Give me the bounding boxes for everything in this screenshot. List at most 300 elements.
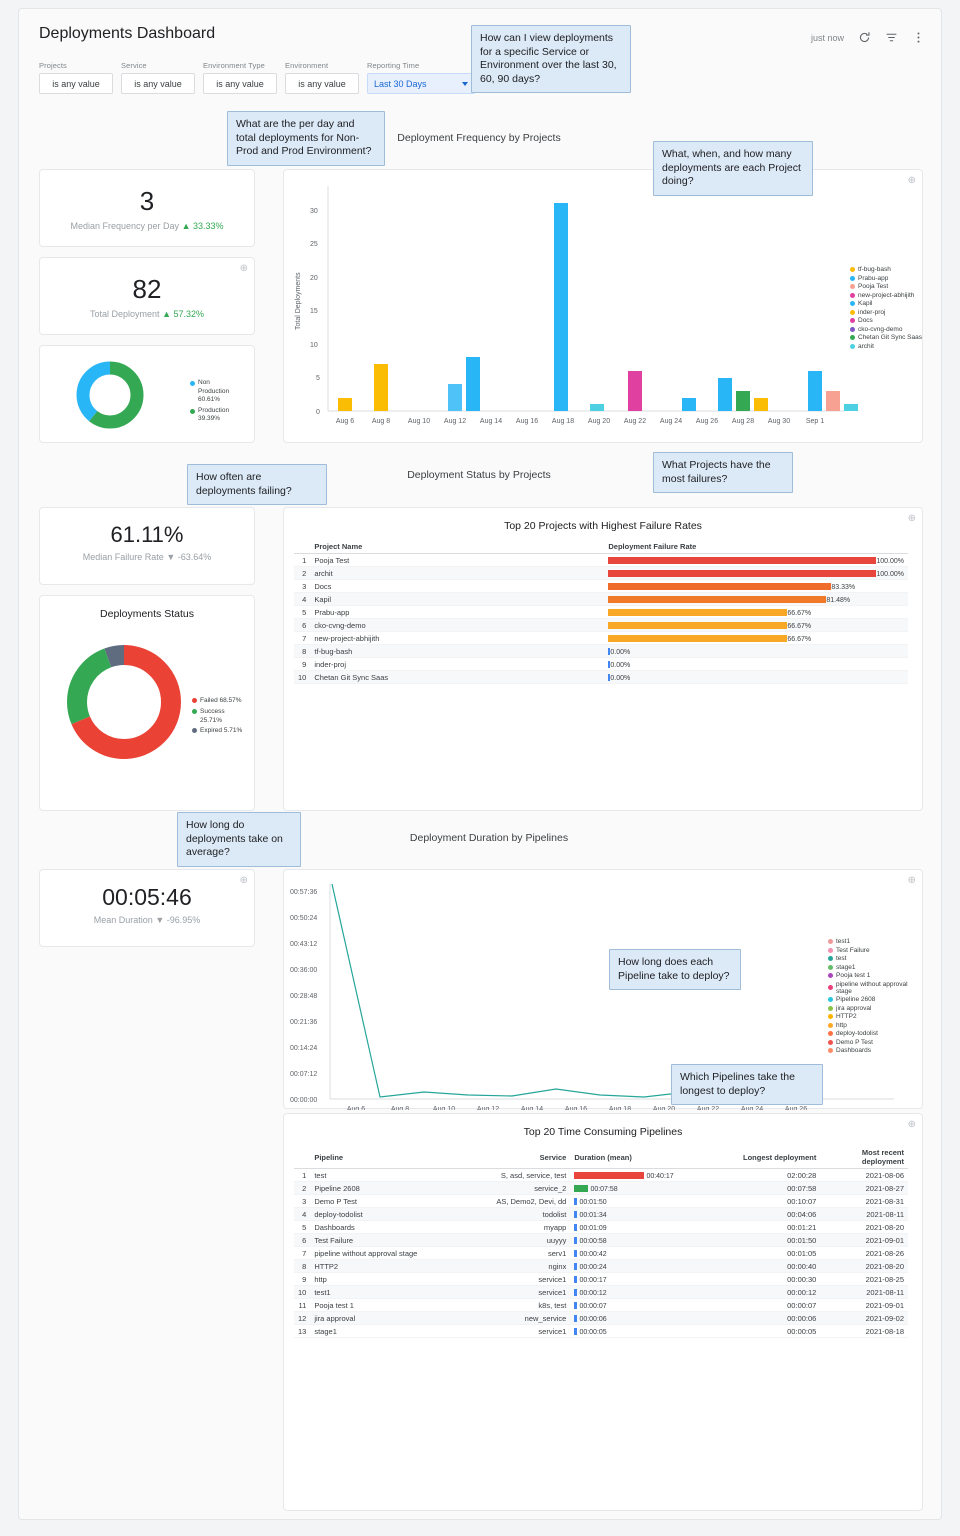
more-options-icon[interactable]: ⊕	[239, 875, 248, 886]
legend-label: inder-proj	[858, 308, 886, 316]
legend-item	[828, 1047, 922, 1054]
svg-text:Aug 22: Aug 22	[696, 1106, 720, 1110]
table-header-row	[294, 540, 908, 554]
filter-environment-type-label: Environment Type	[203, 61, 265, 70]
filter-service-label: Service	[121, 61, 147, 70]
cell-duration	[570, 1286, 700, 1299]
legend-item	[850, 326, 922, 333]
cell-recent: 2021-09-01	[820, 1234, 908, 1247]
row-index: 8	[294, 645, 310, 658]
legend-label: tf-bug-bash	[858, 266, 891, 273]
cell-duration-value: 00:00:17	[579, 1276, 607, 1284]
row-index: 9	[294, 658, 310, 671]
legend-item	[828, 1022, 922, 1029]
svg-text:00:43:12: 00:43:12	[290, 941, 318, 948]
cell-failure-pct: 0.00%	[610, 674, 631, 682]
filter-reporting-time-label: Reporting Time	[367, 61, 420, 70]
cell-duration-value: 00:00:12	[579, 1289, 607, 1297]
svg-text:00:28:48: 00:28:48	[290, 993, 318, 1000]
legend-item	[828, 1005, 922, 1012]
svg-text:00:50:24: 00:50:24	[290, 915, 318, 922]
col-most-recent-deployment[interactable]: Most recent deployment	[820, 1146, 908, 1169]
row-index: 1	[294, 1169, 310, 1182]
legend-dot-icon	[192, 709, 197, 714]
legend-item-expired	[192, 726, 242, 735]
table-row[interactable]	[294, 1234, 908, 1247]
cell-failure-rate	[604, 645, 908, 658]
legend-item	[850, 266, 922, 273]
cell-longest: 00:01:05	[700, 1247, 820, 1260]
svg-text:00:57:36: 00:57:36	[290, 889, 318, 896]
pipelines-table-title: Top 20 Time Consuming Pipelines	[523, 1126, 683, 1138]
filter-environment-type[interactable]	[203, 61, 277, 94]
table-row[interactable]	[294, 1169, 908, 1182]
cell-failure-rate	[604, 606, 908, 619]
svg-text:Aug 16: Aug 16	[564, 1106, 588, 1110]
kpi-mean-duration	[39, 869, 255, 947]
col-service[interactable]: Service	[440, 1146, 570, 1169]
cell-duration	[570, 1299, 700, 1312]
refresh-icon[interactable]	[858, 31, 871, 44]
cell-service: uuyyy	[440, 1234, 570, 1247]
row-index: 7	[294, 632, 310, 645]
pipelines-table-body	[294, 1169, 908, 1338]
svg-text:Aug 14: Aug 14	[520, 1106, 544, 1110]
chart-options-icon[interactable]: ⊕	[907, 513, 916, 524]
legend-label-success: Success 25.71%	[200, 707, 225, 724]
table-row[interactable]	[294, 567, 908, 580]
cell-duration-value: 00:01:50	[579, 1198, 607, 1206]
header-actions	[811, 31, 925, 44]
cell-failure-rate	[604, 567, 908, 580]
legend-label: Chetan Git Sync Saas	[858, 334, 922, 341]
callout-project-deployments: What, when, and how many deployments are each Project doing?	[653, 141, 813, 196]
cell-recent: 2021-08-18	[820, 1325, 908, 1338]
environment-type-legend	[190, 379, 229, 425]
section-title-status: Deployment Status by Projects	[407, 469, 551, 481]
cell-pipeline: Demo P Test	[310, 1195, 440, 1208]
cell-duration	[570, 1234, 700, 1247]
kpi-mean-duration-label-text: Mean Duration	[93, 915, 153, 925]
legend-item	[850, 292, 922, 299]
legend-label: test	[836, 955, 847, 962]
kpi-mean-duration-value: 00:05:46	[102, 884, 192, 910]
cell-project-name: Docs	[310, 580, 604, 593]
chart-options-icon[interactable]: ⊕	[907, 875, 916, 886]
cell-failure-pct: 66.67%	[787, 609, 812, 617]
legend-item	[850, 309, 922, 316]
legend-dot-icon	[850, 293, 855, 298]
cell-failure-rate	[604, 593, 908, 606]
cell-duration-value: 00:01:09	[579, 1224, 607, 1232]
table-row[interactable]	[294, 1273, 908, 1286]
cell-duration	[570, 1182, 700, 1195]
chart-options-icon[interactable]: ⊕	[907, 175, 916, 186]
legend-dot-icon	[828, 948, 833, 953]
cell-duration	[570, 1312, 700, 1325]
legend-dot-icon	[828, 1048, 833, 1053]
filter-service[interactable]	[121, 61, 195, 94]
cell-pipeline: Test Failure	[310, 1234, 440, 1247]
cell-failure-pct: 66.67%	[787, 635, 812, 643]
filter-projects-label: Projects	[39, 61, 67, 70]
row-index: 13	[294, 1325, 310, 1338]
row-index: 3	[294, 580, 310, 593]
legend-item	[828, 964, 922, 971]
legend-label: Pooja test 1	[836, 972, 871, 979]
cell-failure-rate	[604, 580, 908, 593]
cell-service: myapp	[440, 1221, 570, 1234]
filter-environment-value[interactable]: is any value	[285, 73, 359, 94]
cell-failure-rate	[604, 632, 908, 645]
cell-duration	[570, 1221, 700, 1234]
legend-label: new-project-abhijith	[858, 291, 915, 299]
legend-label: Pipeline 2608	[836, 996, 876, 1003]
table-row[interactable]	[294, 1325, 908, 1338]
table-row[interactable]	[294, 1260, 908, 1273]
deployments-status-legend	[192, 696, 242, 737]
cell-failure-rate	[604, 619, 908, 632]
cell-failure-pct: 83.33%	[831, 583, 856, 591]
legend-dot-icon	[828, 939, 833, 944]
callout-average-duration: How long do deployments take on average?	[177, 812, 301, 867]
failure-rate-table	[294, 540, 908, 684]
table-row[interactable]	[294, 1247, 908, 1260]
legend-dot-icon	[828, 1014, 833, 1019]
last-refresh-label: just now	[810, 32, 844, 43]
table-row[interactable]	[294, 1221, 908, 1234]
legend-dot-icon	[828, 1040, 833, 1045]
kpi-median-failure-rate-label-text: Median Failure Rate	[82, 552, 164, 562]
legend-label: Demo P Test	[836, 1038, 873, 1046]
cell-failure-pct: 81.48%	[826, 596, 851, 604]
row-index: 4	[294, 593, 310, 606]
callout-most-failures: What Projects have the most failures?	[653, 452, 793, 493]
table-row[interactable]	[294, 645, 908, 658]
kpi-total-deployment-label-text: Total Deployment	[90, 309, 160, 319]
cell-pipeline: Dashboards	[310, 1221, 440, 1234]
cell-service: todolist	[440, 1208, 570, 1221]
section-title-frequency: Deployment Frequency by Projects	[397, 132, 561, 144]
deployments-status-title: Deployments Status	[100, 608, 194, 620]
legend-item	[850, 343, 922, 350]
cell-longest: 00:01:21	[700, 1221, 820, 1234]
kpi-mean-duration-label	[40, 915, 254, 925]
cell-duration	[570, 1273, 700, 1286]
cell-project-name: inder-proj	[310, 658, 604, 671]
col-duration-mean[interactable]: Duration (mean)	[570, 1146, 700, 1169]
cell-recent: 2021-09-01	[820, 1299, 908, 1312]
cell-project-name: Kapil	[310, 593, 604, 606]
legend-label: deploy-todolist	[836, 1030, 878, 1037]
cell-service: nginx	[440, 1260, 570, 1273]
legend-dot-icon	[190, 381, 195, 386]
legend-dot-icon	[850, 284, 855, 289]
cell-project-name: tf-bug-bash	[310, 645, 604, 658]
cell-duration-value: 00:07:58	[590, 1185, 618, 1193]
cell-duration	[570, 1260, 700, 1273]
cell-duration-value: 00:40:17	[646, 1172, 674, 1180]
legend-label: cko-cvng-demo	[858, 325, 903, 333]
cell-failure-rate	[604, 671, 908, 684]
filter-reporting-time[interactable]	[367, 61, 475, 94]
table-row[interactable]	[294, 554, 908, 567]
deployment-frequency-chart-card	[283, 169, 923, 443]
callout-failure-frequency: How often are deployments failing?	[187, 464, 327, 505]
row-index: 12	[294, 1312, 310, 1325]
kpi-median-frequency-label	[40, 221, 254, 231]
cell-duration	[570, 1325, 700, 1338]
legend-label: HTTP2	[836, 1013, 857, 1020]
row-index-header	[294, 540, 310, 554]
kpi-total-deployment-value: 82	[132, 274, 162, 304]
row-index-header	[294, 1146, 310, 1169]
cell-pipeline: test	[310, 1169, 440, 1182]
legend-dot-icon	[850, 276, 855, 281]
svg-text:5: 5	[316, 375, 320, 382]
cell-recent: 2021-08-11	[820, 1208, 908, 1221]
svg-text:Aug 20: Aug 20	[652, 1106, 676, 1110]
svg-text:Aug 12: Aug 12	[476, 1106, 500, 1110]
row-index: 6	[294, 1234, 310, 1247]
col-pipeline[interactable]: Pipeline	[310, 1146, 440, 1169]
pipelines-table-card	[283, 1113, 923, 1511]
cell-pipeline: http	[310, 1273, 440, 1286]
failure-rate-table-body	[294, 554, 908, 684]
row-index: 7	[294, 1247, 310, 1260]
cell-pipeline: jira approval	[310, 1312, 440, 1325]
filter-environment-type-value[interactable]: is any value	[203, 73, 277, 94]
legend-item	[828, 938, 922, 945]
cell-failure-pct: 0.00%	[610, 648, 631, 656]
cell-longest: 00:10:07	[700, 1195, 820, 1208]
legend-item	[850, 275, 922, 282]
legend-label: stage1	[836, 963, 856, 971]
row-index: 8	[294, 1260, 310, 1273]
table-row[interactable]	[294, 1208, 908, 1221]
cell-project-name: Pooja Test	[310, 554, 604, 567]
section-title-duration: Deployment Duration by Pipelines	[409, 832, 569, 844]
cell-longest: 02:00:28	[700, 1169, 820, 1182]
cell-duration-value: 00:00:42	[579, 1250, 607, 1258]
table-row[interactable]	[294, 593, 908, 606]
legend-dot-icon	[828, 956, 833, 961]
legend-dot-icon	[850, 310, 855, 315]
cell-longest: 00:00:30	[700, 1273, 820, 1286]
cell-service: AS, Demo2, Devi, dd	[440, 1195, 570, 1208]
cell-failure-rate	[604, 554, 908, 567]
col-failure-rate[interactable]: Deployment Failure Rate	[604, 540, 908, 554]
cell-pipeline: pipeline without approval stage	[310, 1247, 440, 1260]
table-row[interactable]	[294, 658, 908, 671]
legend-dot-icon	[828, 1031, 833, 1036]
legend-item	[850, 334, 922, 341]
svg-text:00:21:36: 00:21:36	[290, 1019, 318, 1026]
legend-label-expired: Expired 5.71%	[200, 727, 243, 734]
table-row[interactable]	[294, 606, 908, 619]
svg-text:00:14:24: 00:14:24	[290, 1045, 318, 1052]
filter-environment[interactable]	[285, 61, 359, 94]
svg-text:15: 15	[310, 308, 318, 315]
svg-text:Aug 24: Aug 24	[740, 1106, 764, 1110]
cell-failure-pct: 100.00%	[876, 570, 904, 578]
svg-text:Aug 10: Aug 10	[407, 418, 431, 425]
page-title: Deployments Dashboard	[39, 25, 216, 42]
filter-bar	[39, 61, 475, 94]
legend-dot-icon	[850, 267, 855, 272]
kpi-median-failure-rate-value: 61.11%	[110, 522, 184, 547]
legend-item	[828, 1013, 922, 1020]
legend-dot-icon	[828, 1023, 833, 1028]
cell-recent: 2021-08-31	[820, 1195, 908, 1208]
svg-text:25: 25	[310, 241, 318, 248]
legend-item	[850, 283, 922, 290]
kpi-median-failure-rate-label	[40, 552, 254, 562]
legend-dot-icon	[850, 344, 855, 349]
callout-longest-pipelines: Which Pipelines take the longest to deploy?	[671, 1064, 823, 1105]
row-index: 9	[294, 1273, 310, 1286]
legend-item	[828, 947, 922, 954]
row-index: 5	[294, 1221, 310, 1234]
cell-pipeline: Pipeline 2608	[310, 1182, 440, 1195]
chart-options-icon[interactable]: ⊕	[907, 1119, 916, 1130]
legend-dot-icon	[850, 318, 855, 323]
chevron-down-icon[interactable]	[462, 82, 468, 86]
kpi-median-frequency-delta: ▲ 33.33%	[181, 221, 224, 231]
legend-label: Kapil	[858, 300, 873, 307]
filter-icon[interactable]	[885, 31, 898, 44]
legend-item	[828, 955, 922, 962]
svg-text:20: 20	[310, 275, 318, 282]
cell-project-name: new-project-abhijith	[310, 632, 604, 645]
legend-dot-icon	[192, 698, 197, 703]
cell-longest: 00:00:07	[700, 1299, 820, 1312]
legend-dot-icon	[828, 973, 833, 978]
cell-duration-value: 00:01:34	[579, 1211, 607, 1219]
cell-longest: 00:00:06	[700, 1312, 820, 1325]
cell-service: serv1	[440, 1247, 570, 1260]
legend-label: Dashboards	[836, 1047, 872, 1054]
svg-text:Aug 10: Aug 10	[432, 1106, 456, 1110]
legend-dot-icon	[828, 965, 833, 970]
table-header-row	[294, 1146, 908, 1169]
cell-pipeline: test1	[310, 1286, 440, 1299]
cell-duration-value: 00:00:06	[579, 1315, 607, 1323]
cell-duration	[570, 1247, 700, 1260]
legend-label-production: Production 39.39%	[198, 406, 230, 422]
deployments-status-card	[39, 595, 255, 811]
failure-rate-table-card	[283, 507, 923, 811]
kpi-median-failure-rate-delta: ▼ -63.64%	[166, 552, 212, 562]
deployment-frequency-legend	[850, 266, 922, 351]
table-row[interactable]	[294, 1286, 908, 1299]
filter-service-value[interactable]: is any value	[121, 73, 195, 94]
svg-text:Aug 20: Aug 20	[587, 418, 611, 425]
legend-item	[828, 972, 922, 979]
legend-item	[828, 996, 922, 1003]
svg-text:Aug 30: Aug 30	[767, 418, 791, 425]
kpi-median-frequency-label-text: Median Frequency per Day	[70, 221, 180, 231]
legend-item-production	[190, 407, 229, 424]
cell-recent: 2021-08-27	[820, 1182, 908, 1195]
cell-project-name: archit	[310, 567, 604, 580]
cell-longest: 00:01:50	[700, 1234, 820, 1247]
cell-recent: 2021-08-06	[820, 1169, 908, 1182]
environment-type-donut-card	[39, 345, 255, 443]
cell-recent: 2021-08-20	[820, 1221, 908, 1234]
kpi-median-frequency	[39, 169, 255, 247]
legend-label: jira approval	[836, 1004, 872, 1012]
deployment-frequency-bar-chart	[284, 170, 924, 444]
cell-recent: 2021-08-25	[820, 1273, 908, 1286]
svg-text:Aug 12: Aug 12	[443, 418, 467, 425]
more-vertical-icon[interactable]	[912, 31, 925, 44]
svg-text:Aug 18: Aug 18	[551, 418, 575, 425]
legend-label: Prabu-app	[858, 274, 889, 282]
kpi-total-deployment-label	[40, 309, 254, 319]
cell-longest: 00:07:58	[700, 1182, 820, 1195]
callout-environment-totals: What are the per day and total deployments for Non-Prod and Prod Environment?	[227, 111, 385, 166]
cell-pipeline: Pooja test 1	[310, 1299, 440, 1312]
filter-projects[interactable]	[39, 61, 113, 94]
legend-item	[828, 981, 922, 995]
legend-label: archit	[858, 342, 874, 350]
row-index: 10	[294, 1286, 310, 1299]
cell-recent: 2021-09-02	[820, 1312, 908, 1325]
filter-reporting-time-value[interactable]	[367, 73, 475, 94]
svg-text:30: 30	[310, 208, 318, 215]
kpi-mean-duration-delta: ▼ -96.95%	[155, 915, 201, 925]
filter-projects-value[interactable]: is any value	[39, 73, 113, 94]
cell-project-name: Chetan Git Sync Saas	[310, 671, 604, 684]
col-project-name[interactable]: Project Name	[310, 540, 604, 554]
svg-text:Sep 1: Sep 1	[805, 418, 825, 425]
svg-text:Aug 18: Aug 18	[608, 1106, 632, 1110]
row-index: 4	[294, 1208, 310, 1221]
legend-item-non-production	[190, 379, 229, 405]
cell-service: new_service	[440, 1312, 570, 1325]
table-row[interactable]	[294, 1299, 908, 1312]
legend-dot-icon	[190, 409, 195, 414]
more-options-icon[interactable]: ⊕	[239, 263, 248, 274]
cell-longest: 00:00:05	[700, 1325, 820, 1338]
svg-text:Aug 16: Aug 16	[515, 418, 539, 425]
legend-label-failed: Failed 68.57%	[200, 697, 242, 704]
col-longest-deployment[interactable]: Longest deployment	[700, 1146, 820, 1169]
table-row[interactable]	[294, 1312, 908, 1325]
table-row[interactable]	[294, 1182, 908, 1195]
table-row[interactable]	[294, 671, 908, 684]
table-row[interactable]	[294, 1195, 908, 1208]
cell-service: service1	[440, 1286, 570, 1299]
legend-item-success	[192, 707, 242, 725]
table-row[interactable]	[294, 619, 908, 632]
deployment-duration-legend	[828, 938, 922, 1056]
cell-duration	[570, 1195, 700, 1208]
svg-text:00:36:00: 00:36:00	[290, 967, 318, 974]
svg-text:00:07:12: 00:07:12	[290, 1071, 318, 1078]
table-row[interactable]	[294, 632, 908, 645]
svg-text:Aug 6: Aug 6	[335, 418, 355, 425]
row-index: 3	[294, 1195, 310, 1208]
legend-dot-icon	[850, 335, 855, 340]
failure-rate-title: Top 20 Projects with Highest Failure Rates	[504, 520, 702, 532]
table-row[interactable]	[294, 580, 908, 593]
row-index: 2	[294, 567, 310, 580]
legend-dot-icon	[850, 301, 855, 306]
legend-dot-icon	[828, 997, 833, 1002]
cell-service: k8s, test	[440, 1299, 570, 1312]
